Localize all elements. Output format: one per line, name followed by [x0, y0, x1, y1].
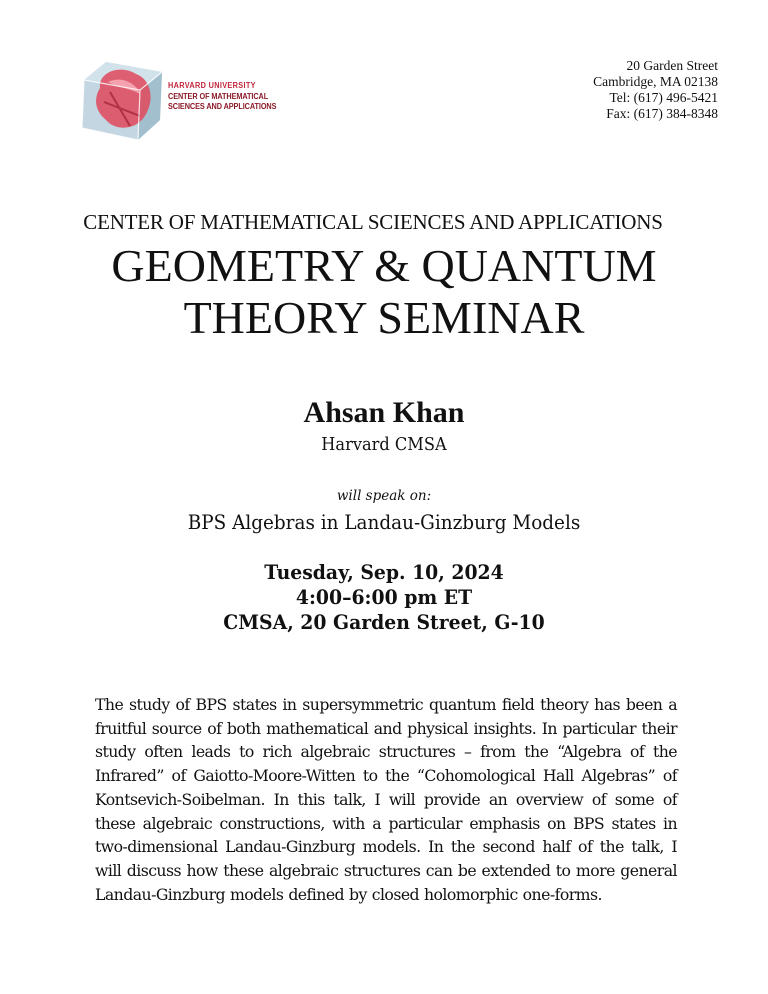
- abstract-paragraph: The study of BPS states in supersymmetric quantum field theory has been a fruitful source of both mathematical and physical insights. In particular their study often leads to rich algebraic structures – from the “Algebra of the Infrared” of Gaiotto-Moore-Witten to the “Cohomological Hall Algebras” of Kontsevich-Soibelman. In this talk, I will provide an overview of some of these algebraic constructions, with a particular emphasis on BPS states in two-dimensional Landau-Ginzburg models. In the second half of the talk, I will discuss how these algebraic structures can be extended to more general Landau-Ginzburg models defined by closed holomorphic one-forms.: [95, 695, 677, 904]
- speaker-affiliation: Harvard CMSA: [321, 434, 447, 455]
- cube-logo-icon: [80, 58, 164, 142]
- event-details: [0, 560, 768, 635]
- center-name-heading: CENTER OF MATHEMATICAL SCIENCES AND APPLICATIONS: [83, 210, 663, 234]
- seminar-title: [0, 240, 768, 344]
- logo-university: HARVARD UNIVERSITY: [168, 80, 256, 90]
- logo-center-line1: CENTER OF MATHEMATICAL: [168, 90, 269, 101]
- speaker-name: Ahsan Khan: [303, 396, 465, 429]
- will-speak-on-label: will speak on:: [336, 488, 432, 504]
- address-block: [593, 58, 718, 122]
- talk-title: BPS Algebras in Landau-Ginzburg Models: [187, 510, 581, 534]
- event-date: Tuesday, Sep. 10, 2024: [264, 560, 504, 584]
- event-time: 4:00–6:00 pm ET: [295, 585, 473, 609]
- address-city: Cambridge, MA 02138: [593, 74, 718, 89]
- event-location: CMSA, 20 Garden Street, G-10: [223, 610, 545, 634]
- logo-center-line2: SCIENCES AND APPLICATIONS: [168, 101, 277, 111]
- address-fax: Fax: (617) 384-8348: [606, 106, 718, 121]
- cmsa-logo: [80, 58, 280, 140]
- seminar-title-line1: GEOMETRY & QUANTUM: [111, 240, 657, 291]
- address-street: 20 Garden Street: [626, 58, 718, 73]
- seminar-title-line2: THEORY SEMINAR: [183, 292, 585, 343]
- address-tel: Tel: (617) 496-5421: [609, 90, 718, 105]
